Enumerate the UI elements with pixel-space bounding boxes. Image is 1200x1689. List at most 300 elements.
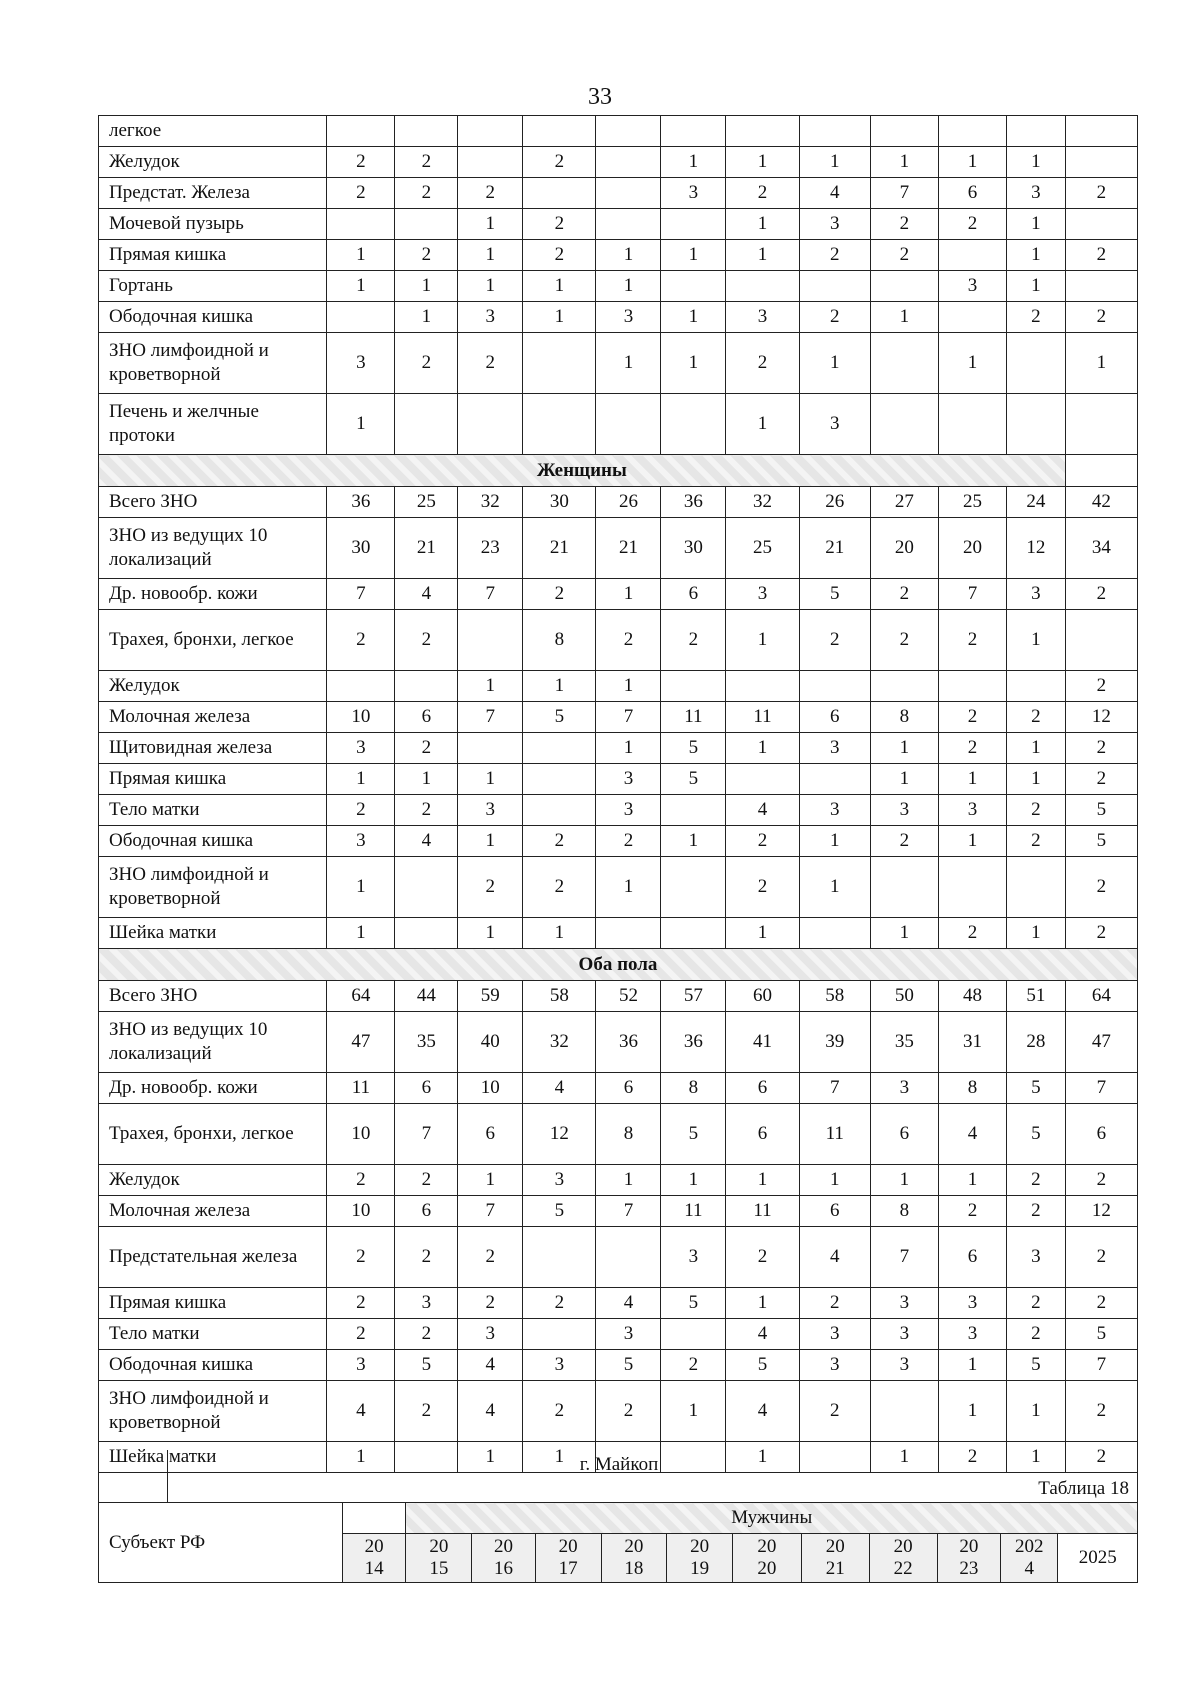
value-cell: 6 bbox=[661, 579, 726, 610]
row-label: Тело матки bbox=[99, 1319, 327, 1350]
value-cell: 1 bbox=[327, 271, 395, 302]
value-cell: 44 bbox=[395, 981, 458, 1012]
value-cell: 1 bbox=[870, 1442, 938, 1473]
value-cell: 6 bbox=[799, 702, 870, 733]
value-cell: 1 bbox=[458, 271, 523, 302]
value-cell: 2 bbox=[726, 333, 799, 394]
value-cell: 2 bbox=[938, 209, 1006, 240]
value-cell: 2 bbox=[523, 240, 596, 271]
value-cell: 2 bbox=[870, 240, 938, 271]
value-cell: 1 bbox=[395, 764, 458, 795]
value-cell: 1 bbox=[1007, 240, 1066, 271]
value-cell: 1 bbox=[661, 1381, 726, 1442]
value-cell: 7 bbox=[938, 579, 1006, 610]
value-cell: 35 bbox=[395, 1012, 458, 1073]
value-cell: 64 bbox=[1065, 981, 1137, 1012]
value-cell: 3 bbox=[799, 394, 870, 455]
row-label: Ободочная кишка bbox=[99, 1350, 327, 1381]
value-cell: 2 bbox=[1065, 240, 1137, 271]
value-cell: 2 bbox=[523, 579, 596, 610]
incidence-table bbox=[98, 115, 1138, 1473]
value-cell: 1 bbox=[1007, 1442, 1066, 1473]
row-label: Предстательная железа bbox=[99, 1227, 327, 1288]
value-cell: 3 bbox=[596, 302, 661, 333]
row-label: Шейка матки bbox=[99, 1442, 327, 1473]
value-cell: 3 bbox=[458, 1319, 523, 1350]
value-cell: 4 bbox=[596, 1288, 661, 1319]
value-cell: 2 bbox=[327, 1227, 395, 1288]
row-label: Др. новообр. кожи bbox=[99, 1073, 327, 1104]
value-cell: 2 bbox=[458, 178, 523, 209]
value-cell: 1 bbox=[661, 1165, 726, 1196]
table-row bbox=[99, 394, 1138, 455]
value-cell: 1 bbox=[726, 610, 799, 671]
value-cell: 3 bbox=[799, 209, 870, 240]
value-cell: 2 bbox=[1065, 764, 1137, 795]
value-cell bbox=[661, 857, 726, 918]
value-cell: 2 bbox=[523, 209, 596, 240]
value-cell: 4 bbox=[726, 795, 799, 826]
value-cell: 2 bbox=[395, 733, 458, 764]
value-cell: 1 bbox=[799, 333, 870, 394]
value-cell: 1 bbox=[523, 271, 596, 302]
table-row bbox=[99, 302, 1138, 333]
value-cell bbox=[726, 764, 799, 795]
value-cell bbox=[661, 394, 726, 455]
value-cell bbox=[661, 1319, 726, 1350]
table-row bbox=[99, 1227, 1138, 1288]
table-row bbox=[99, 1288, 1138, 1319]
value-cell: 1 bbox=[938, 147, 1006, 178]
value-cell: 2 bbox=[327, 610, 395, 671]
value-cell: 2 bbox=[870, 209, 938, 240]
value-cell: 2 bbox=[1007, 1165, 1066, 1196]
value-cell: 7 bbox=[596, 702, 661, 733]
value-cell: 1 bbox=[395, 271, 458, 302]
value-cell bbox=[458, 733, 523, 764]
row-label: ЗНО из ведущих 10 локализаций bbox=[99, 518, 327, 579]
value-cell: 5 bbox=[1065, 826, 1137, 857]
value-cell: 5 bbox=[1007, 1350, 1066, 1381]
rows-men-continued bbox=[99, 116, 1138, 455]
value-cell: 28 bbox=[1007, 1012, 1066, 1073]
value-cell: 3 bbox=[327, 826, 395, 857]
value-cell: 1 bbox=[596, 240, 661, 271]
value-cell bbox=[661, 116, 726, 147]
value-cell: 58 bbox=[799, 981, 870, 1012]
value-cell: 2 bbox=[938, 702, 1006, 733]
value-cell: 3 bbox=[870, 795, 938, 826]
table-row bbox=[99, 1073, 1138, 1104]
value-cell: 30 bbox=[327, 518, 395, 579]
value-cell: 2 bbox=[661, 1350, 726, 1381]
value-cell: 2 bbox=[596, 610, 661, 671]
value-cell: 7 bbox=[1065, 1350, 1137, 1381]
value-cell: 1 bbox=[327, 857, 395, 918]
value-cell: 20 bbox=[870, 518, 938, 579]
value-cell bbox=[523, 333, 596, 394]
table-row bbox=[99, 795, 1138, 826]
value-cell: 32 bbox=[523, 1012, 596, 1073]
value-cell: 1 bbox=[661, 333, 726, 394]
value-cell: 3 bbox=[870, 1319, 938, 1350]
value-cell: 3 bbox=[327, 333, 395, 394]
value-cell: 2 bbox=[395, 333, 458, 394]
value-cell: 1 bbox=[596, 579, 661, 610]
value-cell: 47 bbox=[327, 1012, 395, 1073]
row-label: Гортань bbox=[99, 271, 327, 302]
value-cell bbox=[726, 671, 799, 702]
value-cell bbox=[596, 918, 661, 949]
value-cell bbox=[1007, 333, 1066, 394]
value-cell: 6 bbox=[395, 1073, 458, 1104]
value-cell: 11 bbox=[327, 1073, 395, 1104]
value-cell: 2 bbox=[870, 579, 938, 610]
value-cell: 1 bbox=[661, 147, 726, 178]
row-label: Всего ЗНО bbox=[99, 487, 327, 518]
value-cell: 6 bbox=[458, 1104, 523, 1165]
value-cell: 8 bbox=[661, 1073, 726, 1104]
value-cell bbox=[327, 209, 395, 240]
value-cell: 3 bbox=[726, 579, 799, 610]
value-cell: 2 bbox=[1065, 579, 1137, 610]
value-cell bbox=[596, 116, 661, 147]
value-cell bbox=[1065, 147, 1137, 178]
table-row bbox=[99, 918, 1138, 949]
value-cell: 4 bbox=[726, 1319, 799, 1350]
row-label: Шейка матки bbox=[99, 918, 327, 949]
row-label: Прямая кишка bbox=[99, 1288, 327, 1319]
value-cell: 1 bbox=[661, 240, 726, 271]
value-cell: 2 bbox=[395, 610, 458, 671]
value-cell bbox=[938, 394, 1006, 455]
value-cell: 6 bbox=[938, 178, 1006, 209]
value-cell bbox=[799, 116, 870, 147]
value-cell bbox=[870, 333, 938, 394]
value-cell: 5 bbox=[726, 1350, 799, 1381]
value-cell: 1 bbox=[799, 1165, 870, 1196]
value-cell: 6 bbox=[395, 1196, 458, 1227]
value-cell: 1 bbox=[327, 764, 395, 795]
value-cell: 2 bbox=[458, 1288, 523, 1319]
value-cell: 1 bbox=[1065, 333, 1137, 394]
value-cell: 2 bbox=[1065, 178, 1137, 209]
value-cell bbox=[458, 147, 523, 178]
value-cell: 1 bbox=[799, 826, 870, 857]
value-cell: 2 bbox=[395, 1319, 458, 1350]
value-cell: 8 bbox=[870, 702, 938, 733]
value-cell bbox=[1007, 671, 1066, 702]
value-cell: 2 bbox=[726, 178, 799, 209]
value-cell: 12 bbox=[1065, 1196, 1137, 1227]
value-cell: 1 bbox=[458, 918, 523, 949]
value-cell: 11 bbox=[726, 1196, 799, 1227]
value-cell: 36 bbox=[327, 487, 395, 518]
value-cell: 8 bbox=[938, 1073, 1006, 1104]
row-label: Желудок bbox=[99, 147, 327, 178]
year-header-cell: 20 17 bbox=[535, 1534, 601, 1583]
table-row bbox=[99, 333, 1138, 394]
value-cell bbox=[523, 394, 596, 455]
value-cell: 1 bbox=[327, 240, 395, 271]
value-cell bbox=[799, 271, 870, 302]
table-row bbox=[99, 178, 1138, 209]
table-row bbox=[99, 487, 1138, 518]
value-cell bbox=[596, 178, 661, 209]
value-cell: 12 bbox=[1007, 518, 1066, 579]
row-label: Др. новообр. кожи bbox=[99, 579, 327, 610]
value-cell: 2 bbox=[1065, 302, 1137, 333]
value-cell: 1 bbox=[726, 1442, 799, 1473]
table-row bbox=[99, 764, 1138, 795]
value-cell: 50 bbox=[870, 981, 938, 1012]
value-cell: 2 bbox=[726, 1227, 799, 1288]
value-cell: 39 bbox=[799, 1012, 870, 1073]
year-header-cell: 20 22 bbox=[869, 1534, 937, 1583]
value-cell: 30 bbox=[523, 487, 596, 518]
value-cell: 2 bbox=[661, 610, 726, 671]
table-row bbox=[99, 209, 1138, 240]
value-cell: 2 bbox=[395, 178, 458, 209]
value-cell: 1 bbox=[726, 918, 799, 949]
year-header-cell: 20 21 bbox=[801, 1534, 869, 1583]
year-header-cell: 20 15 bbox=[406, 1534, 472, 1583]
value-cell: 2 bbox=[938, 733, 1006, 764]
value-cell bbox=[726, 116, 799, 147]
value-cell bbox=[523, 795, 596, 826]
value-cell: 5 bbox=[523, 702, 596, 733]
value-cell: 3 bbox=[596, 1319, 661, 1350]
year-header-cell: 20 18 bbox=[601, 1534, 667, 1583]
value-cell: 1 bbox=[870, 1165, 938, 1196]
value-cell: 1 bbox=[661, 826, 726, 857]
value-cell: 60 bbox=[726, 981, 799, 1012]
value-cell: 3 bbox=[799, 733, 870, 764]
value-cell bbox=[870, 271, 938, 302]
value-cell: 2 bbox=[327, 147, 395, 178]
value-cell: 2 bbox=[1007, 1288, 1066, 1319]
value-cell: 1 bbox=[1007, 1381, 1066, 1442]
value-cell: 3 bbox=[661, 1227, 726, 1288]
table-row bbox=[99, 702, 1138, 733]
value-cell: 30 bbox=[661, 518, 726, 579]
value-cell: 3 bbox=[1007, 1227, 1066, 1288]
page-number: 33 bbox=[588, 84, 612, 110]
value-cell: 3 bbox=[870, 1288, 938, 1319]
value-cell bbox=[870, 671, 938, 702]
value-cell: 4 bbox=[938, 1104, 1006, 1165]
value-cell: 2 bbox=[596, 1381, 661, 1442]
table-row bbox=[99, 116, 1138, 147]
value-cell: 1 bbox=[726, 1165, 799, 1196]
table-row bbox=[99, 733, 1138, 764]
value-cell bbox=[726, 271, 799, 302]
value-cell bbox=[395, 671, 458, 702]
value-cell: 6 bbox=[726, 1104, 799, 1165]
value-cell: 2 bbox=[799, 302, 870, 333]
value-cell: 2 bbox=[938, 610, 1006, 671]
value-cell: 8 bbox=[596, 1104, 661, 1165]
value-cell: 7 bbox=[596, 1196, 661, 1227]
value-cell: 58 bbox=[523, 981, 596, 1012]
value-cell bbox=[799, 671, 870, 702]
value-cell bbox=[661, 795, 726, 826]
next-table-header bbox=[98, 1502, 1138, 1583]
value-cell bbox=[395, 918, 458, 949]
row-label: Тело матки bbox=[99, 795, 327, 826]
value-cell: 1 bbox=[870, 147, 938, 178]
value-cell: 5 bbox=[661, 764, 726, 795]
value-cell: 1 bbox=[458, 1442, 523, 1473]
value-cell bbox=[661, 671, 726, 702]
value-cell: 3 bbox=[870, 1073, 938, 1104]
value-cell: 26 bbox=[596, 487, 661, 518]
value-cell: 3 bbox=[395, 1288, 458, 1319]
value-cell: 7 bbox=[799, 1073, 870, 1104]
row-label: Предстат. Железа bbox=[99, 178, 327, 209]
value-cell: 4 bbox=[458, 1381, 523, 1442]
value-cell: 1 bbox=[726, 240, 799, 271]
year-header-cell: 20 14 bbox=[342, 1534, 406, 1583]
value-cell: 1 bbox=[870, 733, 938, 764]
value-cell: 57 bbox=[661, 981, 726, 1012]
value-cell: 3 bbox=[327, 1350, 395, 1381]
value-cell bbox=[458, 116, 523, 147]
value-cell: 2 bbox=[726, 857, 799, 918]
value-cell: 35 bbox=[870, 1012, 938, 1073]
value-cell: 2 bbox=[395, 1227, 458, 1288]
value-cell: 2 bbox=[1007, 702, 1066, 733]
value-cell: 3 bbox=[799, 1319, 870, 1350]
value-cell: 2 bbox=[1065, 1288, 1137, 1319]
next-table-caption bbox=[98, 1450, 1138, 1502]
value-cell bbox=[1007, 116, 1066, 147]
row-label: Желудок bbox=[99, 1165, 327, 1196]
row-label: Желудок bbox=[99, 671, 327, 702]
value-cell bbox=[596, 394, 661, 455]
value-cell: 3 bbox=[661, 178, 726, 209]
value-cell: 4 bbox=[327, 1381, 395, 1442]
value-cell: 2 bbox=[938, 1442, 1006, 1473]
value-cell: 5 bbox=[661, 1288, 726, 1319]
value-cell: 2 bbox=[395, 240, 458, 271]
value-cell: 5 bbox=[596, 1350, 661, 1381]
value-cell bbox=[938, 671, 1006, 702]
value-cell: 4 bbox=[458, 1350, 523, 1381]
value-cell bbox=[1065, 610, 1137, 671]
value-cell: 1 bbox=[938, 1350, 1006, 1381]
value-cell: 1 bbox=[726, 733, 799, 764]
value-cell: 2 bbox=[458, 1227, 523, 1288]
value-cell: 52 bbox=[596, 981, 661, 1012]
value-cell: 11 bbox=[726, 702, 799, 733]
value-cell: 3 bbox=[596, 795, 661, 826]
value-cell: 2 bbox=[327, 795, 395, 826]
year-header-cell: 20 16 bbox=[472, 1534, 536, 1583]
value-cell bbox=[799, 918, 870, 949]
value-cell: 2 bbox=[1065, 1381, 1137, 1442]
value-cell: 7 bbox=[1065, 1073, 1137, 1104]
value-cell: 3 bbox=[458, 795, 523, 826]
value-cell: 2 bbox=[458, 333, 523, 394]
value-cell bbox=[596, 209, 661, 240]
value-cell: 1 bbox=[1007, 209, 1066, 240]
table-row bbox=[99, 240, 1138, 271]
value-cell: 32 bbox=[458, 487, 523, 518]
value-cell bbox=[596, 147, 661, 178]
row-label: Мочевой пузырь bbox=[99, 209, 327, 240]
value-cell bbox=[395, 209, 458, 240]
value-cell: 1 bbox=[726, 209, 799, 240]
value-cell: 7 bbox=[458, 702, 523, 733]
year-header-cell: 20 23 bbox=[937, 1534, 1001, 1583]
row-label: Трахея, бронхи, легкое bbox=[99, 1104, 327, 1165]
value-cell: 2 bbox=[726, 826, 799, 857]
value-cell: 10 bbox=[327, 702, 395, 733]
value-cell bbox=[395, 116, 458, 147]
value-cell: 2 bbox=[395, 147, 458, 178]
row-label: ЗНО лимфоидной и кроветворной bbox=[99, 333, 327, 394]
value-cell: 1 bbox=[523, 671, 596, 702]
value-cell: 3 bbox=[327, 733, 395, 764]
value-cell: 1 bbox=[1007, 147, 1066, 178]
value-cell: 2 bbox=[799, 1381, 870, 1442]
value-cell: 5 bbox=[1007, 1104, 1066, 1165]
value-cell: 25 bbox=[938, 487, 1006, 518]
value-cell: 2 bbox=[938, 1196, 1006, 1227]
value-cell: 1 bbox=[596, 271, 661, 302]
value-cell: 1 bbox=[458, 826, 523, 857]
value-cell: 2 bbox=[1065, 671, 1137, 702]
table-row bbox=[99, 1104, 1138, 1165]
value-cell: 1 bbox=[870, 764, 938, 795]
row-label: ЗНО лимфоидной и кроветворной bbox=[99, 1381, 327, 1442]
value-cell: 5 bbox=[1065, 795, 1137, 826]
value-cell: 1 bbox=[1007, 610, 1066, 671]
value-cell: 2 bbox=[395, 795, 458, 826]
value-cell bbox=[870, 857, 938, 918]
value-cell bbox=[523, 764, 596, 795]
city-title: г. Майкоп bbox=[579, 1454, 659, 1475]
table-row bbox=[99, 147, 1138, 178]
value-cell: 2 bbox=[799, 1288, 870, 1319]
value-cell: 10 bbox=[458, 1073, 523, 1104]
value-cell: 1 bbox=[726, 147, 799, 178]
value-cell: 2 bbox=[1065, 1227, 1137, 1288]
value-cell: 2 bbox=[1065, 857, 1137, 918]
value-cell: 5 bbox=[661, 733, 726, 764]
value-cell: 64 bbox=[327, 981, 395, 1012]
value-cell: 2 bbox=[327, 1288, 395, 1319]
row-label: Ободочная кишка bbox=[99, 826, 327, 857]
row-label: Молочная железа bbox=[99, 702, 327, 733]
value-cell: 1 bbox=[523, 302, 596, 333]
value-cell bbox=[395, 857, 458, 918]
value-cell: 21 bbox=[799, 518, 870, 579]
value-cell: 4 bbox=[395, 579, 458, 610]
value-cell: 7 bbox=[458, 1196, 523, 1227]
value-cell: 3 bbox=[938, 1319, 1006, 1350]
value-cell: 8 bbox=[870, 1196, 938, 1227]
value-cell: 36 bbox=[661, 487, 726, 518]
value-cell: 21 bbox=[523, 518, 596, 579]
row-label: Прямая кишка bbox=[99, 240, 327, 271]
value-cell: 5 bbox=[661, 1104, 726, 1165]
value-cell: 48 bbox=[938, 981, 1006, 1012]
value-cell bbox=[1065, 271, 1137, 302]
value-cell: 5 bbox=[1007, 1073, 1066, 1104]
value-cell: 3 bbox=[596, 764, 661, 795]
